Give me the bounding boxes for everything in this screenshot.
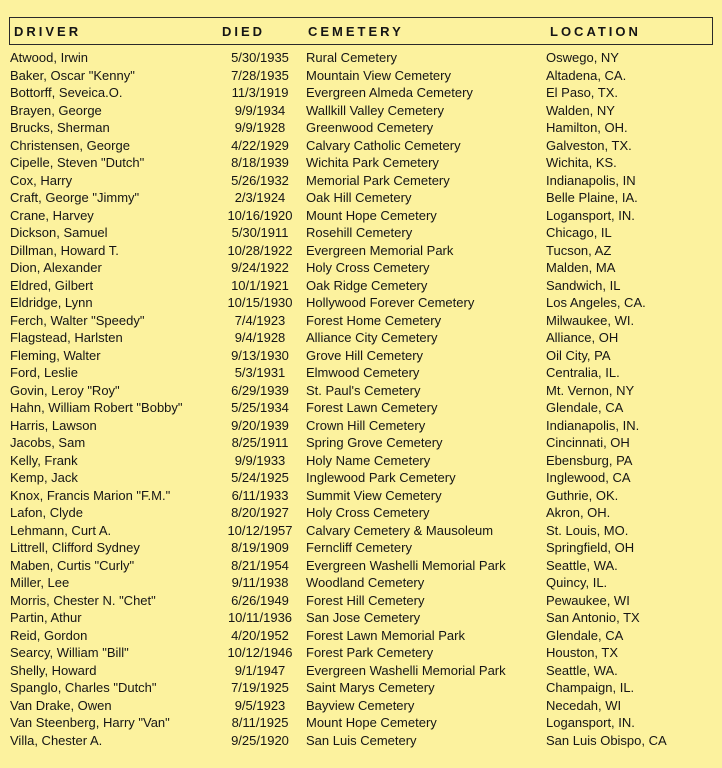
table-row — [0, 557, 722, 575]
table-row — [0, 294, 722, 312]
table-row — [0, 67, 722, 85]
cemetery-cell: Woodland Cemetery — [306, 575, 425, 590]
table-row — [0, 417, 722, 435]
driver-cell: Dion, Alexander — [10, 260, 102, 275]
driver-cell: Crane, Harvey — [10, 207, 94, 223]
died-cell: 10/1/1921 — [231, 277, 289, 293]
died-cell: 5/30/1911 — [231, 225, 289, 240]
table-row — [0, 399, 722, 417]
cemetery-cell: Holy Cross Cemetery — [306, 260, 430, 275]
cemetery-cell: Mount Hope Cemetery — [306, 715, 437, 730]
died-cell: 4/22/1929 — [231, 137, 289, 153]
cemetery-cell: Evergreen Washelli Memorial Park — [306, 662, 506, 678]
table-row — [0, 434, 722, 452]
table-row — [0, 84, 722, 102]
driver-cell: Shelly, Howard — [10, 662, 97, 678]
died-cell: 10/15/1930 — [227, 295, 293, 310]
died-cell: 5/3/1931 — [234, 365, 286, 380]
location-cell: Springfield, OH — [546, 540, 635, 555]
table-row — [0, 697, 722, 715]
died-cell: 8/18/1939 — [231, 155, 289, 170]
driver-cell: Flagstead, Harlsten — [10, 330, 123, 345]
table-row — [0, 714, 722, 732]
died-cell: 7/19/1925 — [231, 680, 289, 695]
died-cell: 10/28/1922 — [227, 242, 293, 258]
driver-cell: Atwood, Irwin — [10, 50, 89, 65]
cemetery-cell: Spring Grove Cemetery — [306, 435, 443, 450]
table-row — [0, 609, 722, 627]
location-cell: Mt. Vernon, NY — [546, 382, 635, 398]
table-row — [0, 592, 722, 610]
driver-cell: Dickson, Samuel — [10, 225, 108, 240]
table-row — [0, 224, 722, 242]
cemetery-cell: Crown Hill Cemetery — [306, 417, 426, 433]
died-cell: 8/11/1925 — [231, 715, 289, 730]
driver-cell: Searcy, William "Bill" — [10, 645, 129, 660]
driver-cell: Ferch, Walter "Speedy" — [10, 312, 145, 328]
died-cell: 9/20/1939 — [231, 417, 289, 433]
driver-cell: Bottorff, Seveica.O. — [10, 85, 123, 100]
cemetery-cell: Calvary Cemetery & Mausoleum — [306, 522, 494, 538]
location-cell: Oil City, PA — [546, 347, 611, 363]
cemetery-cell: Inglewood Park Cemetery — [306, 470, 456, 485]
location-cell: Hamilton, OH. — [546, 120, 628, 135]
location-cell: Indianapolis, IN. — [546, 417, 640, 433]
driver-cell: Miller, Lee — [10, 575, 70, 590]
location-cell: Belle Plaine, IA. — [546, 190, 638, 205]
location-cell: Walden, NY — [546, 102, 615, 118]
location-cell: Glendale, CA — [546, 627, 624, 643]
location-cell: St. Louis, MO. — [546, 522, 629, 538]
died-cell: 9/5/1923 — [234, 697, 286, 713]
location-cell: Malden, MA — [546, 260, 616, 275]
location-cell: Logansport, IN. — [546, 207, 635, 223]
cemetery-cell: San Luis Cemetery — [306, 732, 417, 748]
location-cell: Cincinnati, OH — [546, 435, 630, 450]
location-cell: Akron, OH. — [546, 505, 611, 520]
died-cell: 9/11/1938 — [231, 575, 289, 590]
driver-cell: Hahn, William Robert "Bobby" — [10, 400, 183, 415]
cemetery-cell: Holy Cross Cemetery — [306, 505, 430, 520]
location-cell: Centralia, IL. — [546, 365, 620, 380]
location-cell: Pewaukee, WI — [546, 592, 630, 608]
location-cell: Galveston, TX. — [546, 137, 632, 153]
table-row — [0, 469, 722, 487]
driver-cell: Fleming, Walter — [10, 347, 101, 363]
table-row — [0, 504, 722, 522]
location-cell: Seattle, WA. — [546, 557, 618, 573]
died-cell: 5/24/1925 — [231, 470, 289, 485]
cemetery-cell: San Jose Cemetery — [306, 610, 421, 625]
died-cell: 10/12/1957 — [227, 522, 293, 538]
cemetery-cell: Mount Hope Cemetery — [306, 207, 437, 223]
cemetery-cell: Forest Park Cemetery — [306, 645, 434, 660]
died-cell: 7/28/1935 — [231, 67, 289, 83]
cemetery-cell: Wichita Park Cemetery — [306, 155, 439, 170]
driver-cell: Van Steenberg, Harry "Van" — [10, 715, 170, 730]
died-cell: 10/16/1920 — [227, 207, 293, 223]
driver-cell: Lehmann, Curt A. — [10, 522, 112, 538]
driver-cell: Jacobs, Sam — [10, 435, 86, 450]
cemetery-cell: Ferncliff Cemetery — [306, 540, 412, 555]
table-row — [0, 644, 722, 662]
cemetery-cell: Alliance City Cemetery — [306, 330, 438, 345]
table-row — [0, 382, 722, 400]
cemetery-cell: Grove Hill Cemetery — [306, 347, 424, 363]
died-cell: 7/4/1923 — [234, 312, 286, 328]
location-cell: Indianapolis, IN — [546, 172, 636, 188]
died-cell: 9/1/1947 — [234, 662, 286, 678]
location-cell: San Antonio, TX — [546, 610, 640, 625]
cemetery-cell: Hollywood Forever Cemetery — [306, 295, 475, 310]
driver-cell: Craft, George "Jimmy" — [10, 190, 140, 205]
location-cell: Seattle, WA. — [546, 662, 618, 678]
died-cell: 9/24/1922 — [231, 260, 289, 275]
table-row — [0, 172, 722, 190]
driver-cell: Baker, Oscar "Kenny" — [10, 67, 135, 83]
driver-cell: Spanglo, Charles "Dutch" — [10, 680, 157, 695]
driver-cell: Cipelle, Steven "Dutch" — [10, 155, 145, 170]
table-row — [0, 522, 722, 540]
died-cell: 9/9/1933 — [234, 452, 286, 468]
table-row — [0, 312, 722, 330]
table-row — [0, 137, 722, 155]
cemetery-cell: Evergreen Almeda Cemetery — [306, 85, 473, 100]
died-cell: 10/11/1936 — [227, 610, 293, 625]
cemetery-cell: Memorial Park Cemetery — [306, 172, 450, 188]
cemetery-cell: Wallkill Valley Cemetery — [306, 102, 444, 118]
cemetery-cell: Summit View Cemetery — [306, 487, 442, 503]
cemetery-cell: Calvary Catholic Cemetery — [306, 137, 461, 153]
cemetery-cell: Oak Hill Cemetery — [306, 190, 412, 205]
cemetery-cell: Forest Home Cemetery — [306, 312, 442, 328]
driver-cell: Christensen, George — [10, 137, 130, 153]
location-cell: Necedah, WI — [546, 697, 622, 713]
driver-cell: Kemp, Jack — [10, 470, 78, 485]
driver-cell: Ford, Leslie — [10, 365, 78, 380]
died-cell: 9/13/1930 — [231, 347, 289, 363]
cemetery-cell: St. Paul's Cemetery — [306, 382, 421, 398]
cemetery-cell: Forest Lawn Memorial Park — [306, 627, 465, 643]
table-row — [0, 329, 722, 347]
died-cell: 6/11/1933 — [231, 487, 289, 503]
table-body — [0, 49, 722, 749]
location-cell: Champaign, IL. — [546, 680, 635, 695]
died-cell: 9/9/1934 — [234, 102, 286, 118]
location-cell: Milwaukee, WI. — [546, 312, 635, 328]
driver-cell: Maben, Curtis "Curly" — [10, 557, 135, 573]
cemetery-cell: Evergreen Washelli Memorial Park — [306, 557, 506, 573]
driver-cell: Reid, Gordon — [10, 627, 88, 643]
died-cell: 5/25/1934 — [231, 400, 289, 415]
died-cell: 5/26/1932 — [231, 172, 289, 188]
driver-cell: Lafon, Clyde — [10, 505, 83, 520]
driver-cell: Littrell, Clifford Sydney — [10, 540, 140, 555]
cemetery-cell: Saint Marys Cemetery — [306, 680, 435, 695]
cemetery-cell: Elmwood Cemetery — [306, 365, 420, 380]
table-row — [0, 119, 722, 137]
location-cell: Glendale, CA — [546, 400, 624, 415]
table-row — [0, 189, 722, 207]
died-cell: 6/26/1949 — [231, 592, 289, 608]
table-row — [0, 732, 722, 750]
cemetery-cell: Holy Name Cemetery — [306, 452, 431, 468]
driver-cell: Brayen, George — [10, 102, 102, 118]
driver-cell: Morris, Chester N. "Chet" — [10, 592, 156, 608]
table-row — [0, 154, 722, 172]
table-row — [0, 679, 722, 697]
died-cell: 2/3/1924 — [234, 190, 286, 205]
died-cell: 4/20/1952 — [231, 627, 289, 643]
cemetery-cell: Forest Hill Cemetery — [306, 592, 425, 608]
table-row — [0, 574, 722, 592]
table-row — [0, 539, 722, 557]
location-cell: Guthrie, OK. — [546, 487, 619, 503]
location-cell: Los Angeles, CA. — [546, 295, 646, 310]
location-cell: Wichita, KS. — [546, 155, 617, 170]
header-cemetery: CEMETERY — [308, 24, 404, 39]
table-header — [9, 17, 713, 45]
cemetery-cell: Rosehill Cemetery — [306, 225, 413, 240]
cemetery-cell: Evergreen Memorial Park — [306, 242, 454, 258]
died-cell: 9/9/1928 — [234, 120, 286, 135]
table-row — [0, 259, 722, 277]
table-row — [0, 242, 722, 260]
driver-cell: Brucks, Sherman — [10, 120, 110, 135]
cemetery-cell: Forest Lawn Cemetery — [306, 400, 438, 415]
location-cell: Houston, TX — [546, 645, 619, 660]
location-cell: Inglewood, CA — [546, 470, 631, 485]
driver-cell: Harris, Lawson — [10, 417, 97, 433]
table-row — [0, 452, 722, 470]
cemetery-cell: Oak Ridge Cemetery — [306, 277, 428, 293]
cemetery-cell: Greenwood Cemetery — [306, 120, 434, 135]
died-cell: 10/12/1946 — [227, 645, 293, 660]
driver-cell: Van Drake, Owen — [10, 697, 112, 713]
header-driver: DRIVER — [14, 24, 82, 39]
driver-cell: Cox, Harry — [10, 172, 73, 188]
died-cell: 11/3/1919 — [231, 85, 289, 100]
driver-cell: Dillman, Howard T. — [10, 242, 119, 258]
table-row — [0, 277, 722, 295]
table-row — [0, 364, 722, 382]
location-cell: Ebensburg, PA — [546, 452, 633, 468]
location-cell: El Paso, TX. — [546, 85, 619, 100]
table-row — [0, 102, 722, 120]
died-cell: 6/29/1939 — [231, 382, 289, 398]
driver-cell: Kelly, Frank — [10, 452, 78, 468]
cemetery-cell: Bayview Cemetery — [306, 697, 415, 713]
died-cell: 8/25/1911 — [231, 435, 289, 450]
died-cell: 8/21/1954 — [231, 557, 289, 573]
died-cell: 9/4/1928 — [234, 330, 286, 345]
cemetery-cell: Mountain View Cemetery — [306, 67, 451, 83]
driver-cell: Partin, Athur — [10, 610, 82, 625]
table-row — [0, 662, 722, 680]
header-location: LOCATION — [550, 24, 641, 39]
header-died: DIED — [222, 24, 266, 39]
table-row — [0, 207, 722, 225]
location-cell: San Luis Obispo, CA — [546, 732, 667, 748]
table-row — [0, 487, 722, 505]
driver-cell: Knox, Francis Marion "F.M." — [10, 487, 171, 503]
location-cell: Alliance, OH — [546, 330, 619, 345]
died-cell: 8/20/1927 — [231, 505, 289, 520]
location-cell: Oswego, NY — [546, 50, 619, 65]
driver-cell: Eldred, Gilbert — [10, 277, 94, 293]
location-cell: Chicago, IL — [546, 225, 612, 240]
died-cell: 5/30/1935 — [231, 50, 289, 65]
died-cell: 8/19/1909 — [231, 540, 289, 555]
location-cell: Altadena, CA. — [546, 67, 627, 83]
cemetery-cell: Rural Cemetery — [306, 50, 398, 65]
location-cell: Sandwich, IL — [546, 277, 621, 293]
location-cell: Quincy, IL. — [546, 575, 608, 590]
driver-cell: Eldridge, Lynn — [10, 295, 93, 310]
died-cell: 9/25/1920 — [231, 732, 289, 748]
location-cell: Logansport, IN. — [546, 715, 635, 730]
driver-cell: Govin, Leroy "Roy" — [10, 382, 120, 398]
table-row — [0, 49, 722, 67]
location-cell: Tucson, AZ — [546, 242, 612, 258]
driver-cell: Villa, Chester A. — [10, 732, 103, 748]
table-row — [0, 347, 722, 365]
table-row — [0, 627, 722, 645]
